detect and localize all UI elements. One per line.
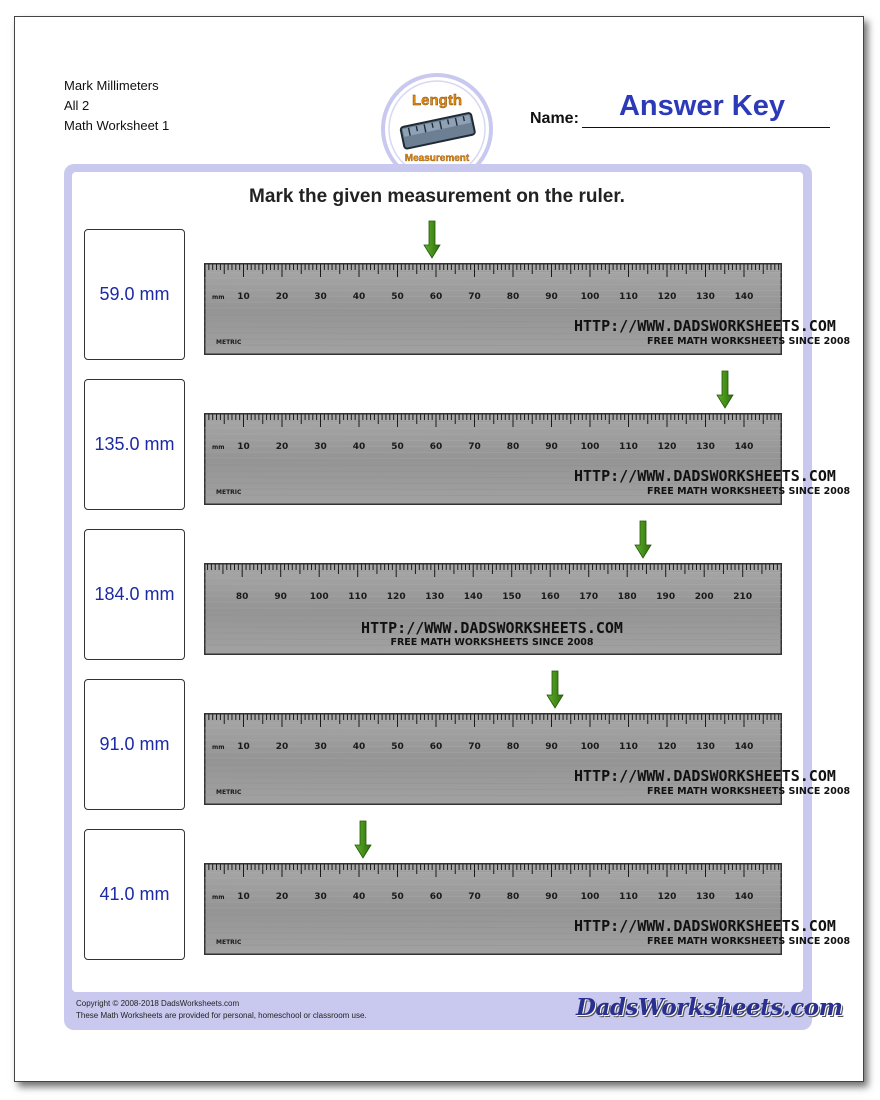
ruler-number: 160 xyxy=(540,592,560,602)
ruler-number: 180 xyxy=(617,592,637,602)
ruler-number: 80 xyxy=(506,892,520,902)
ruler-number: 30 xyxy=(314,442,327,452)
ruler-number: 30 xyxy=(314,892,327,902)
instruction-text: Mark the given measurement on the ruler. xyxy=(249,186,625,207)
measurement-box xyxy=(84,229,185,360)
ruler-number: 100 xyxy=(580,442,600,452)
name-label: Name: xyxy=(530,110,579,127)
ruler-website: HTTP://WWW.DADSWORKSHEETS.COM xyxy=(574,467,836,485)
answer-arrow xyxy=(717,371,733,409)
ruler-number: 70 xyxy=(468,442,481,452)
answer-key-text: Answer Key xyxy=(618,90,785,122)
ruler-tagline: FREE MATH WORKSHEETS SINCE 2008 xyxy=(647,336,851,347)
ruler-number: 110 xyxy=(619,742,638,752)
metric-ruler xyxy=(204,263,851,355)
answer-arrow xyxy=(424,221,440,259)
ruler-metric-label: METRIC xyxy=(216,489,242,496)
ruler-number: 50 xyxy=(391,292,404,302)
ruler-metric-label: METRIC xyxy=(216,789,242,796)
ruler-number: 130 xyxy=(696,292,715,302)
ruler-number: 70 xyxy=(468,742,481,752)
worksheet-number: Math Worksheet 1 xyxy=(64,118,170,133)
ruler-number: 50 xyxy=(391,742,404,752)
ruler-number: 120 xyxy=(657,292,677,302)
worksheet-subtitle: All 2 xyxy=(64,98,90,113)
ruler-number: 60 xyxy=(429,442,443,452)
measurement-label: 184.0 mm xyxy=(94,584,175,604)
ruler-number: 200 xyxy=(694,592,714,602)
worksheet-title: Mark Millimeters xyxy=(64,78,159,93)
ruler-number: 110 xyxy=(619,292,638,302)
measurement-label: 91.0 mm xyxy=(99,734,170,754)
measurement-box xyxy=(84,529,185,660)
ruler-number: 130 xyxy=(696,742,715,752)
metric-ruler xyxy=(204,563,782,655)
logo-subtitle: Measurement xyxy=(404,153,470,164)
ruler-number: 110 xyxy=(619,442,638,452)
ruler-number: 80 xyxy=(506,442,520,452)
ruler-number: 100 xyxy=(580,742,600,752)
ruler-number: 80 xyxy=(506,292,520,302)
ruler-number: 40 xyxy=(352,742,366,752)
ruler-unit: mm xyxy=(212,294,225,301)
footer-notes xyxy=(76,998,367,1022)
ruler-number: 170 xyxy=(579,592,599,602)
ruler-number: 140 xyxy=(734,742,754,752)
ruler-number: 30 xyxy=(314,292,327,302)
ruler-website: HTTP://WWW.DADSWORKSHEETS.COM xyxy=(574,917,836,935)
ruler-website: HTTP://WWW.DADSWORKSHEETS.COM xyxy=(361,619,623,637)
ruler-number: 90 xyxy=(545,892,558,902)
ruler-unit: mm xyxy=(212,744,225,751)
ruler-website: HTTP://WWW.DADSWORKSHEETS.COM xyxy=(574,767,836,785)
ruler-number: 110 xyxy=(348,592,368,602)
name-line xyxy=(582,127,830,128)
ruler-number: 70 xyxy=(468,892,481,902)
ruler-number: 50 xyxy=(391,892,404,902)
ruler-number: 80 xyxy=(506,742,520,752)
ruler-number: 30 xyxy=(314,742,327,752)
answer-arrow xyxy=(547,671,563,709)
ruler-number: 70 xyxy=(468,292,481,302)
measurement-box xyxy=(84,379,185,510)
ruler-number: 150 xyxy=(502,592,522,602)
ruler-number: 130 xyxy=(696,892,715,902)
ruler-number: 40 xyxy=(352,442,366,452)
ruler-tagline: FREE MATH WORKSHEETS SINCE 2008 xyxy=(647,936,851,947)
ruler-number: 130 xyxy=(425,592,445,602)
metric-ruler xyxy=(204,713,851,805)
answer-arrow xyxy=(635,521,651,559)
ruler-website: HTTP://WWW.DADSWORKSHEETS.COM xyxy=(574,317,836,335)
ruler-number: 120 xyxy=(657,442,677,452)
ruler-tagline: FREE MATH WORKSHEETS SINCE 2008 xyxy=(647,486,851,497)
measurement-box xyxy=(84,679,185,810)
ruler-metric-label: METRIC xyxy=(216,939,242,946)
ruler-number: 100 xyxy=(309,592,329,602)
ruler-number: 100 xyxy=(580,292,600,302)
ruler-number: 120 xyxy=(657,892,677,902)
ruler-number: 40 xyxy=(352,292,366,302)
ruler-number: 210 xyxy=(733,592,753,602)
ruler-number: 60 xyxy=(429,742,443,752)
ruler-number: 140 xyxy=(734,892,754,902)
usage-notice: These Math Worksheets are provided for personal, homeschool or classroom use. xyxy=(76,1011,367,1020)
ruler-number: 10 xyxy=(237,892,250,902)
answer-arrow xyxy=(355,821,371,859)
brand-logo-text: DadsWorksheets.com xyxy=(576,994,843,1021)
ruler-number: 40 xyxy=(352,892,366,902)
metric-ruler xyxy=(204,863,851,955)
ruler-number: 90 xyxy=(545,742,558,752)
ruler-number: 20 xyxy=(275,742,289,752)
ruler-number: 20 xyxy=(275,442,289,452)
ruler-number: 60 xyxy=(429,292,443,302)
ruler-number: 10 xyxy=(237,742,250,752)
measurement-label: 59.0 mm xyxy=(99,284,170,304)
worksheet-header xyxy=(64,76,169,136)
metric-ruler xyxy=(204,413,851,505)
ruler-number: 90 xyxy=(545,292,558,302)
ruler-tagline: FREE MATH WORKSHEETS SINCE 2008 xyxy=(390,637,594,648)
ruler-number: 100 xyxy=(580,892,600,902)
ruler-number: 60 xyxy=(429,892,443,902)
measurement-label: 41.0 mm xyxy=(99,884,170,904)
ruler-number: 120 xyxy=(386,592,406,602)
measurement-box xyxy=(84,829,185,960)
measurement-label: 135.0 mm xyxy=(94,434,175,454)
ruler-tagline: FREE MATH WORKSHEETS SINCE 2008 xyxy=(647,786,851,797)
ruler-number: 10 xyxy=(237,442,250,452)
ruler-number: 90 xyxy=(274,592,287,602)
ruler-unit: mm xyxy=(212,894,225,901)
ruler-number: 140 xyxy=(734,442,754,452)
ruler-number: 50 xyxy=(391,442,404,452)
ruler-number: 140 xyxy=(463,592,483,602)
ruler-number: 20 xyxy=(275,292,289,302)
logo-title: Length xyxy=(412,92,462,109)
ruler-number: 10 xyxy=(237,292,250,302)
ruler-unit: mm xyxy=(212,444,225,451)
ruler-metric-label: METRIC xyxy=(216,339,242,346)
ruler-number: 120 xyxy=(657,742,677,752)
ruler-number: 130 xyxy=(696,442,715,452)
ruler-number: 20 xyxy=(275,892,289,902)
ruler-number: 190 xyxy=(656,592,676,602)
ruler-number: 90 xyxy=(545,442,558,452)
ruler-number: 110 xyxy=(619,892,638,902)
ruler-number: 140 xyxy=(734,292,754,302)
ruler-number: 80 xyxy=(235,592,249,602)
copyright-text: Copyright © 2008-2018 DadsWorksheets.com xyxy=(76,999,240,1008)
